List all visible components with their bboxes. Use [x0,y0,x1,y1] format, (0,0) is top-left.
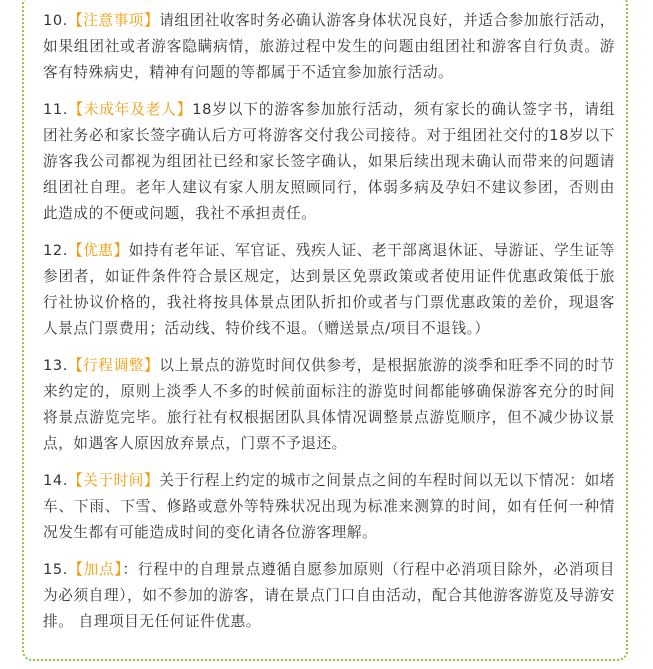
note-tag: 【未成年及老人】 [68,101,193,118]
note-tag: 【优惠】 [68,242,129,259]
note-item-14 [43,468,615,546]
note-text: 关于行程上约定的城市之间景点之间的车程时间以无以下情况：如堵车、下雨、下雪、修路或意外等特殊状况出现为标准来测算的时间，如有任何一种情况发生都有可能造成时间的变化请各位游客理解。 [43,472,616,541]
note-number: 10. [43,12,69,29]
note-item-12 [43,238,615,342]
note-tag: 【行程调整】 [68,357,160,374]
note-tag: 【注意事项】 [68,12,160,29]
note-text: 18岁以下的游客参加旅行活动，须有家长的确认签字书，请组团社务必和家长签字确认后方可将游客交付我公司接待。对于组团社交付的18岁以下游客我公司都视为组团社已经和家长签字确认，如果后续出现未确认而带来的问题请组团社自理。老年人建议有家人朋友照顾同行，体弱多病及孕妇不建议参团，否则由此造成的不便或问题，我社不承担责任。 [43,101,615,222]
notes-section [43,8,615,646]
note-number: 12. [43,242,69,259]
note-item-10 [43,8,615,86]
note-item-11 [43,97,615,227]
note-number: 14. [43,472,69,489]
note-tag: 【加点】 [68,561,123,578]
note-number: 13. [43,357,69,374]
note-text: 请组团社收客时务必确认游客身体状况良好，并适合参加旅行活动，如果组团社或者游客隐瞒病情，旅游过程中发生的问题由组团社和游客自行负责。游客有特殊病史，精神有问题的等都属于不适宜参加旅行活动。 [43,12,616,81]
note-text: 如持有老年证、军官证、残疾人证、老干部离退休证、导游证、学生证等参团者，如证件条件符合景区规定，达到景区免票政策或者使用证件优惠政策低于旅行社协议价格的，我社将按具体景点团队折扣价或者与门票优惠政策的差价，现退客人景点门票费用；活动线、特价线不退。（赠送景点/项目不退钱。） [43,242,615,337]
note-number: 15. [43,561,69,578]
note-text: 以上景点的游览时间仅供参考，是根据旅游的淡季和旺季不同的时节来约定的，原则上淡季人不多的时候前面标注的游览时间都能够确保游客充分的时间将景点游览完毕。旅行社有权根据团队具体情况调整景点游览顺序，但不减少协议景点，如遇客人原因放弃景点，门票不予退还。 [43,357,616,452]
note-number: 11. [43,101,69,118]
note-text: ：行程中的自理景点遵循自愿参加原则（行程中必消项目除外，必消项目为必须自理），如不参加的游客，请在景点门口自由活动，配合其他游客游览及导游安排。 自理项目无任何证件优惠。 [43,561,616,630]
note-item-13 [43,353,615,457]
note-item-15 [43,557,615,635]
note-tag: 【关于时间】 [68,472,160,489]
